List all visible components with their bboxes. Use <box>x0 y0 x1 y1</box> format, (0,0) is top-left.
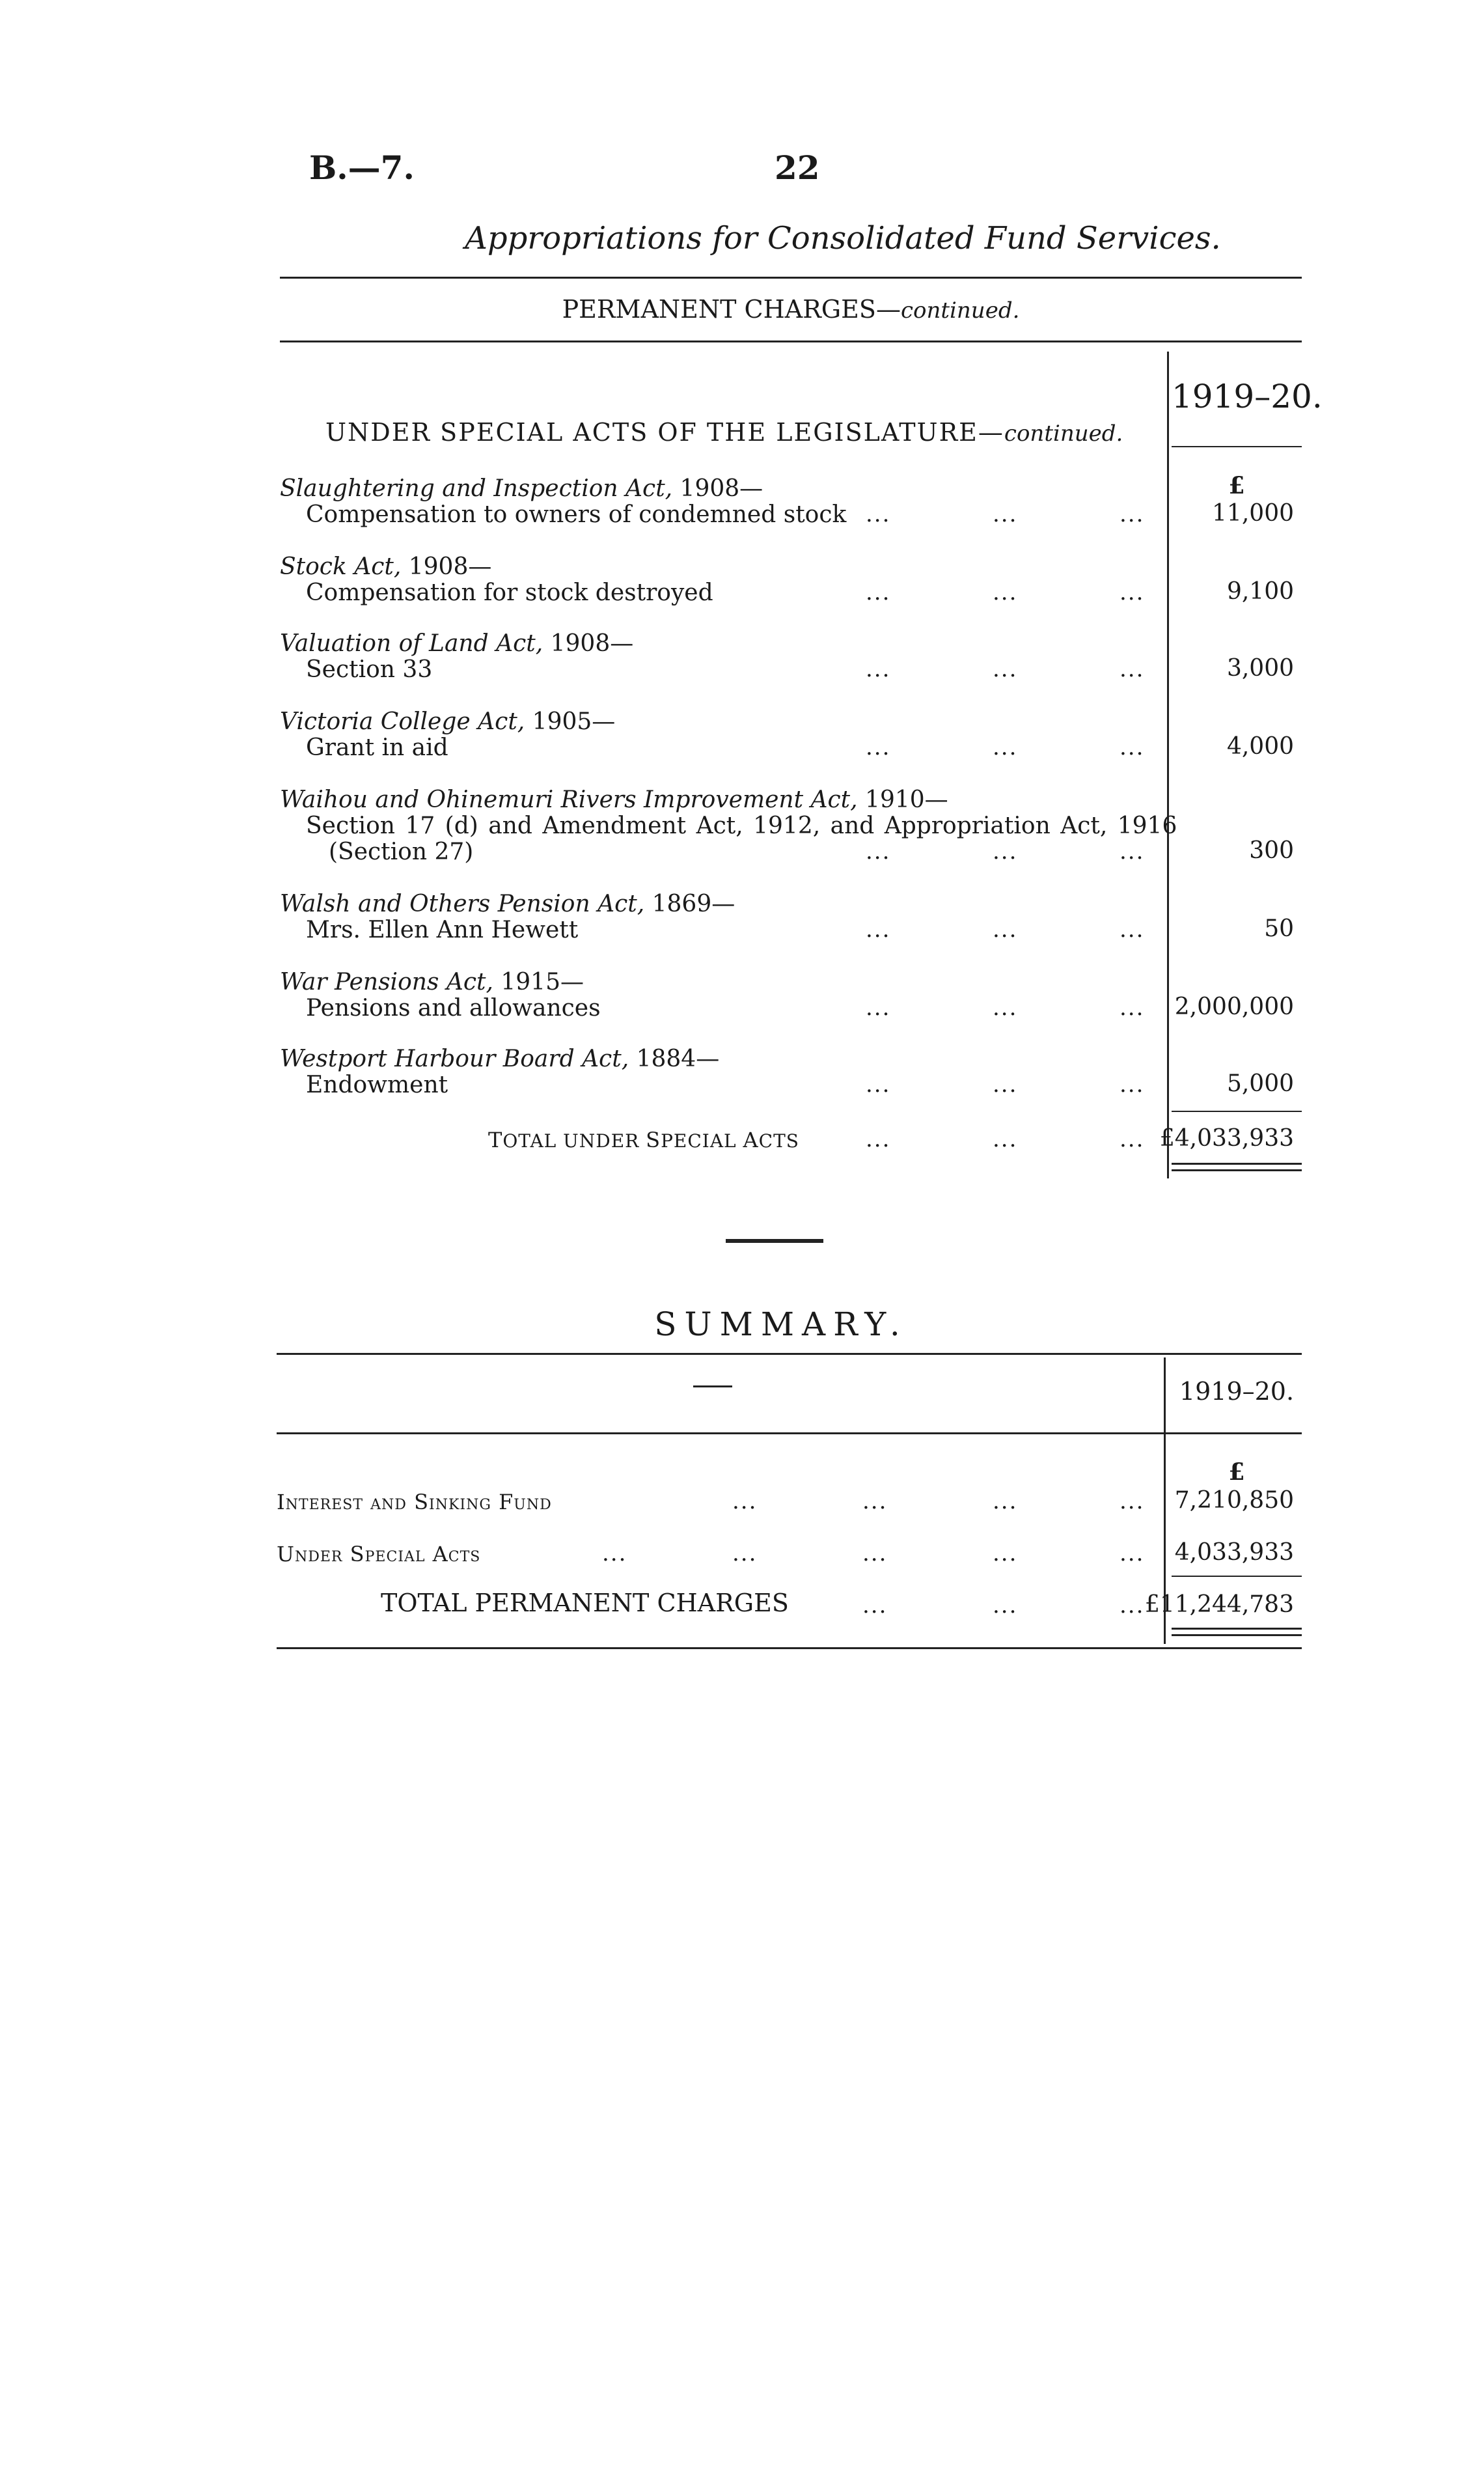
leader-dots: ... <box>862 1593 888 1619</box>
leader-dots: ... <box>993 1126 1018 1152</box>
act-title: Westport Harbour Board Act, 1884— <box>280 1046 720 1072</box>
leader-dots: ... <box>993 734 1018 760</box>
leader-dots: ... <box>993 579 1018 605</box>
amount: 2,000,000 <box>1174 994 1294 1020</box>
page-number: 22 <box>775 148 820 187</box>
leader-dots: ... <box>1120 1488 1145 1514</box>
leader-dots: ... <box>862 1540 888 1566</box>
leader-dots: ... <box>866 501 891 527</box>
summary-row-label: Under Special Acts <box>277 1542 481 1566</box>
divider <box>280 341 1302 342</box>
act-description: Pensions and allowances <box>306 995 601 1022</box>
summary-row-label: Interest and Sinking Fund <box>277 1490 552 1514</box>
act-title: Valuation of Land Act, 1908— <box>280 630 634 657</box>
amount: 300 <box>1249 837 1294 864</box>
act-description: Grant in aid <box>306 734 448 761</box>
leader-dots: ... <box>993 501 1018 527</box>
currency-symbol: £ <box>1228 472 1245 499</box>
leader-dots: ... <box>866 656 891 682</box>
divider <box>277 1647 1302 1649</box>
double-rule <box>1172 1628 1302 1630</box>
act-description: Section 33 <box>306 656 433 683</box>
divider <box>1172 1576 1302 1577</box>
total-amount: £4,033,933 <box>1159 1125 1294 1152</box>
document-reference: B.—7. <box>309 148 415 187</box>
leader-dots: ... <box>993 839 1018 865</box>
leader-dots: ... <box>1120 656 1145 682</box>
summary-amount: 4,033,933 <box>1174 1539 1294 1566</box>
leader-dots: ... <box>602 1540 627 1566</box>
leader-dots: ... <box>866 1072 891 1098</box>
leader-dots: ... <box>1120 1540 1145 1566</box>
leader-dots: ... <box>993 1540 1018 1566</box>
leader-dots: ... <box>1120 1072 1145 1098</box>
act-description: Compensation for stock destroyed <box>306 579 713 606</box>
double-rule <box>1172 1163 1302 1165</box>
leader-dots: ... <box>993 1488 1018 1514</box>
act-description-continued: (Section 27) <box>329 839 474 865</box>
summary-title: SUMMARY. <box>654 1305 908 1343</box>
act-description: Compensation to owners of condemned stock <box>306 501 847 528</box>
leader-dots: ... <box>993 917 1018 943</box>
column-divider <box>1167 352 1169 1178</box>
act-title: War Pensions Act, 1915— <box>280 969 584 995</box>
leader-dots: ... <box>993 995 1018 1021</box>
leader-dots: ... <box>1120 501 1145 527</box>
leader-dots: ... <box>732 1540 758 1566</box>
grand-total-label: TOTAL PERMANENT CHARGES <box>381 1589 789 1617</box>
leader-dots: ... <box>866 734 891 760</box>
summary-dash <box>693 1385 732 1387</box>
amount: 9,100 <box>1226 578 1294 605</box>
leader-dots: ... <box>1120 579 1145 605</box>
section-subtitle: PERMANENT CHARGES—continued. <box>562 295 1020 324</box>
leader-dots: ... <box>1120 839 1145 865</box>
amount: 50 <box>1264 915 1294 942</box>
divider <box>1172 1111 1302 1112</box>
column-header-year: 1919–20. <box>1172 378 1323 415</box>
summary-amount: 7,210,850 <box>1174 1487 1294 1514</box>
amount: 11,000 <box>1212 500 1294 527</box>
act-title: Walsh and Others Pension Act, 1869— <box>280 891 735 917</box>
leader-dots: ... <box>862 1488 888 1514</box>
leader-dots: ... <box>866 1126 891 1152</box>
act-title: Victoria College Act, 1905— <box>280 708 616 735</box>
leader-dots: ... <box>1120 995 1145 1021</box>
leader-dots: ... <box>866 995 891 1021</box>
total-label: TOTAL UNDER SPECIAL ACTS <box>488 1128 799 1152</box>
act-title: Slaughtering and Inspection Act, 1908— <box>280 475 763 502</box>
leader-dots: ... <box>993 1072 1018 1098</box>
leader-dots: ... <box>993 1593 1018 1619</box>
leader-dots: ... <box>866 917 891 943</box>
amount: 3,000 <box>1226 655 1294 682</box>
leader-dots: ... <box>866 579 891 605</box>
divider <box>280 277 1302 279</box>
page-title: Appropriations for Consolidated Fund Services. <box>465 220 1221 257</box>
leader-dots: ... <box>1120 1593 1145 1619</box>
leader-dots: ... <box>866 839 891 865</box>
leader-dots: ... <box>732 1488 758 1514</box>
amount: 5,000 <box>1226 1070 1294 1097</box>
leader-dots: ... <box>1120 734 1145 760</box>
summary-column-year: 1919–20. <box>1179 1377 1295 1406</box>
act-description: Endowment <box>306 1072 448 1098</box>
divider <box>277 1353 1302 1355</box>
act-title: Waihou and Ohinemuri Rivers Improvement Act, 1910— <box>280 786 948 813</box>
double-rule <box>1172 1634 1302 1636</box>
amount: 4,000 <box>1226 733 1294 760</box>
divider <box>1172 446 1302 447</box>
grand-total-amount: £11,244,783 <box>1144 1591 1294 1618</box>
act-description: Mrs. Ellen Ann Hewett <box>306 917 579 943</box>
currency-symbol: £ <box>1228 1458 1245 1486</box>
act-title: Stock Act, 1908— <box>280 553 492 580</box>
act-description: Section 17 (d) and Amendment Act, 1912, and Appropriation Act, 1916 <box>306 813 1177 839</box>
section-heading: UNDER SPECIAL ACTS OF THE LEGISLATURE—continued. <box>325 418 1123 447</box>
leader-dots: ... <box>1120 917 1145 943</box>
leader-dots: ... <box>993 656 1018 682</box>
double-rule <box>1172 1169 1302 1171</box>
section-separator <box>726 1239 823 1243</box>
divider <box>277 1432 1302 1434</box>
leader-dots: ... <box>1120 1126 1145 1152</box>
